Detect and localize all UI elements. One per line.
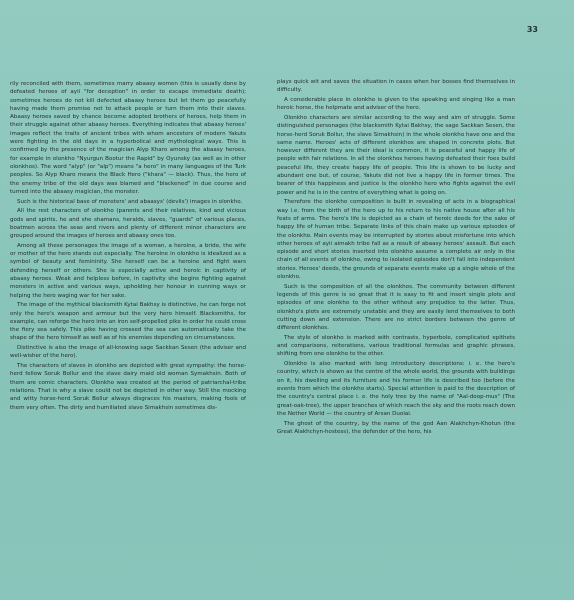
paragraph: plays quick wit and saves the situation in cases when her bosses find themselves in difficulty. [277, 79, 515, 94]
paragraph: All the rest characters of olonkho (parents and their relatives, kind and vicious gods and spirits, he and she shamans, heralds, slaves, "guards" of various places, boatmen across the seas and rivers and plenty of different minor characters are grouped around the images of heroes and abaasy ones too. [10, 208, 246, 240]
paragraph: The style of olonkho is marked with contrasts, hyperbole, complicated epithets and comparisons, reiterations, various traditional formulas and graphic phrases, shifting from one olonkho to the other. [277, 334, 515, 358]
paragraph: The ghost of the country, by the name of the god Aan Alakhchyn-Khotun (the Great Alakhchyn-hostess), the defender of the hero, his [277, 420, 515, 435]
paragraph: Olonkho characters are similar according to the way and aim of struggle. Some distinguished personages (the blacksmith Kytai Bakhsy, the sage Sackkan Sesen, the horse-herd Soruk Bollur, the slave Simakhsin) in the whole olonkho have one and the same name. Heroes' acts of different olonkhos are shaped in concrete plots. But however different they are their ideal is common, it is peaceful and happy life of people with fair relations. In all the olonkhos heroes having defeated their foes build peaceful life, they create happy life of people. This life is shown to be lucky and abundant one but, of course, Yakuts did not live a happy life in former times. The bearer of this happiness and justice is the olonkho hero who fights against the evil power and he is in the centre of everything what is going on. [277, 114, 515, 196]
paragraph: The characters of slaves in olonkho are depicted with great sympathy: the horse-herd fellow Soruk Bollur and the slave dairy maid old woman Symakhsin. Both of them are comic characters. Olonkho was created at the period of patriarchal-tribe relations. That is why a slave could not be depicted in other way. Still the mocking and witty horse-herd Soruk Bollur always disgraces his masters, making fools of them very often. The dirty and humiliated slave Simakhsin sometimes dis- [10, 363, 246, 411]
left-column [10, 80, 246, 413]
paragraph: Such is the composition of all the olonkhos. The community between different legends of this genre is so great that it is easy to fit and insert single plots and episodes of one olonkho to the other without any prejudice to the latter. Thus, olonkho's plots are extremely unstable and they are easily lend themselves to both cutting down and extension. There are no strict borders between the genre of different olonkhos. [277, 283, 515, 332]
page-number: 33 [526, 25, 538, 34]
paragraph: A considerable place in olonkho is given to the speaking and singing like a man heroic horse, the helpmate and adviser of the hero. [277, 96, 515, 112]
paragraph: Olonkho is also marked with long introductory descriptions: i. e. the hero's country, which is shown as the centre of the whole world, the grounds with buildings on it, his dwelling and its furniture and his former life is described too (before the events from which the olonkho starts). Special attention is paid to the description of the country's central place i. e. the holy tree by the name of "Aal-doop-mus" (The great-oak-tree), the upper branches of which reach the sky and the roots reach down the Nether World — the country of Arsan Duolai. [277, 361, 515, 417]
paragraph: Therefore the olonkho composition is built in revealing of acts in a biographical way i.e. from the birth of the hero up to his return to his native house after all his feats of arms. The hero's life is depicted as a chain of heroic deeds for the sake of happy life of human tribe. Separate links of this chain make up various episodes of the olonkho. Main events may be interrupted by stories about misfortune into which other heroes of ayii aimakh tribe fall as a result of abaasy heroes' assault. But each episode and short stories inserted into olonkho assume a complete air only in the chain of all events of olonkho, owing to isolated episodes don't fall into independent stories. Heroes' deeds, the grounds of separate events make up a single whole of the olonkho. [277, 199, 515, 280]
right-column [277, 78, 515, 438]
paragraph: Such is the historical base of monsters' and abaasys' (devils') images in olonkho. [17, 198, 243, 205]
paragraph: Distinctive is also the image of all-knowing sage Sackkan Sesen (the adviser and well-wisher of the hero). [10, 345, 246, 360]
paragraph: Among all these personages the image of a woman, a heroine, a bride, the wife or mother of the hero stands out especially. The heroine in olonkho is idealized as a symbol of beauty and femininity. She herself can be a heroine and fight wars defending herself or others. She is especially active and heroic in captivity of abaasy heroes. Weak and helpless before, in captivity she begins fighting against monsters in active and various ways, upholding her honour in cunning ways or helping the hero waging war for her sake. [10, 242, 246, 299]
paragraph: rily reconciled with them, sometimes marry abaasy women (this is usually done by defeated heroes of ayii "for deception" in order to escape immediate death); sometimes heroes do not kill defected abaasy heroes but let them go peacefully having made them promise not to attack people or turn them into their slaves. Abaasy heroes saved by chance become adopted brothers of heroes, help them in their struggle against other abaasy heroes. Everything indicates that abaasy heroes' images reflect the traits of ancient tribes with whom ancestors of modern Yakuts were fighting in the old days in a hyperbolical and mythological ways. This is confirmed by the presence of the magician Alyp Kharo among the abaasy heroes, for example in olonkho "Nyurgun Bootur the Rapid" by Oyunsky (as well as in other olonkhos). The word "alyp" (or "alp") means "a hero" in many languages of the Turk peoples. So Alyp Kharo means the Black Hero ("khara" — black). Thus, the hero of the enemy tribe of the old days was blamed and "blackened" in due course and turned into the abaasy magician, the monster. [10, 81, 246, 195]
paragraph: The image of the mythical blacksmith Kytai Bakhsy is distinctive, he can forge not only the hero's weapon and armour but the very hero himself. Blacksmiths, for example, can reforge the hero into an iron self-propelled pike in order he could cross the fiery sea safely. This pike having crossed the sea can automatically take the shape of the hero himself as well as of his enemies depending on circumstances. [10, 302, 246, 342]
